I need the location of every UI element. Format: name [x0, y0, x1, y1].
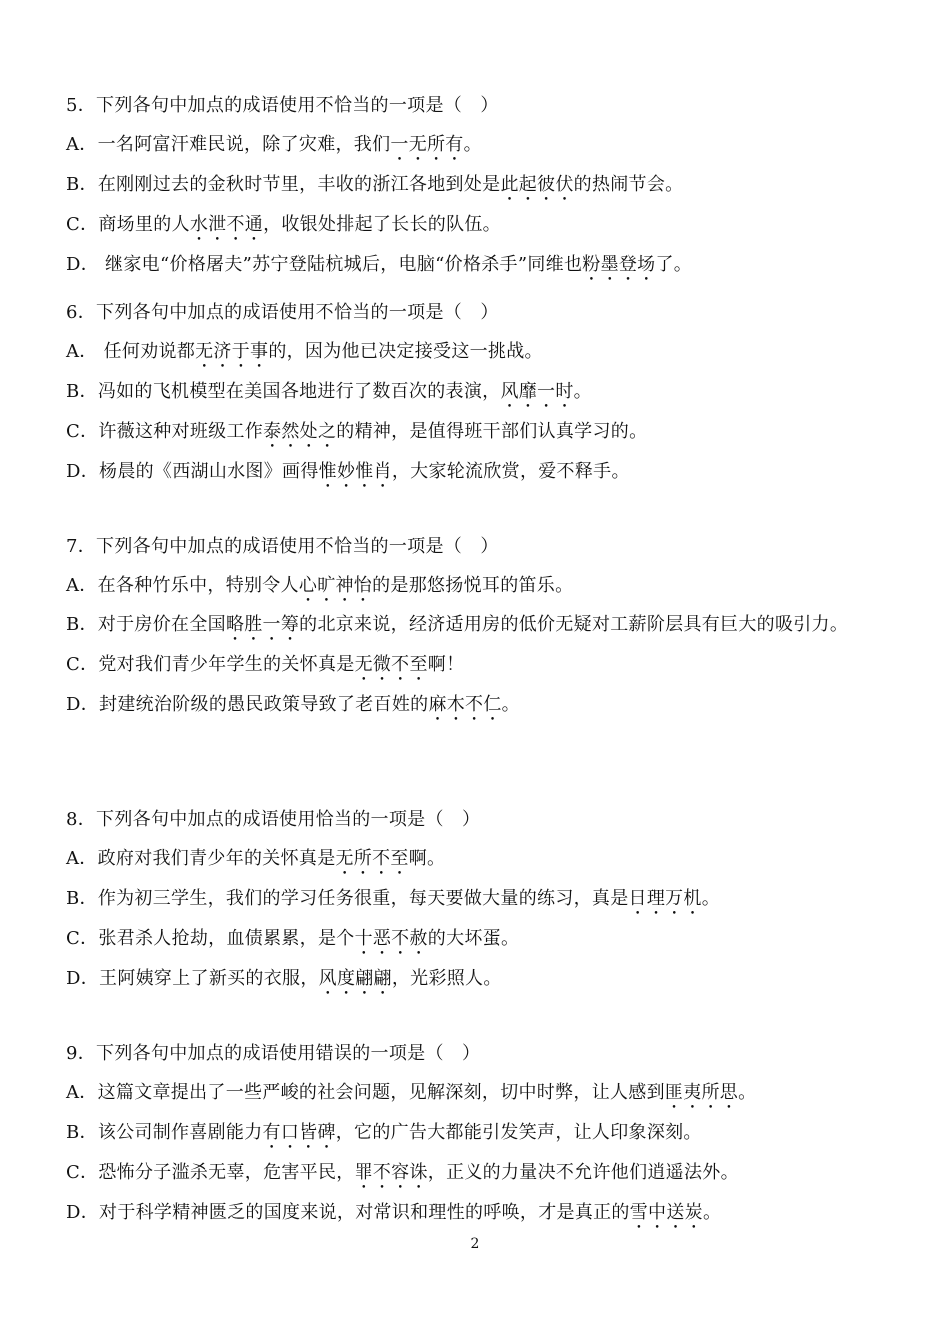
emphasized-idiom: 麻木不仁 — [428, 694, 502, 715]
option-b: B．在刚刚过去的金秋时节里，丰收的浙江各地到处是此起彼伏的热闹节会。 — [66, 174, 684, 195]
emphasized-idiom: 十恶不赦 — [354, 928, 428, 949]
question-5 — [66, 86, 896, 285]
emphasized-idiom: 罪不容诛 — [354, 1162, 428, 1183]
question-stem: 7．下列各句中加点的成语使用不恰当的一项是（ ） — [66, 536, 499, 557]
emphasized-idiom: 日理万机 — [628, 888, 702, 909]
question-9 — [66, 1034, 896, 1233]
option-a: A．在各种竹乐中，特别令人心旷神怡的是那悠扬悦耳的笛乐。 — [66, 575, 574, 596]
option-c: C．恐怖分子滥杀无辜，危害平民，罪不容诛，正义的力量决不允许他们逍遥法外。 — [66, 1162, 739, 1183]
emphasized-idiom: 略胜一筹 — [225, 614, 300, 635]
emphasized-idiom: 泰然处之 — [263, 421, 337, 442]
option-c: C．许薇这种对班级工作泰然处之的精神，是值得班干部们认真学习的。 — [66, 421, 648, 442]
question-stem: 9．下列各句中加点的成语使用错误的一项是（ ） — [66, 1043, 481, 1064]
emphasized-idiom: 有口皆碑 — [262, 1122, 336, 1143]
option-a: A．这篇文章提出了一些严峻的社会问题，见解深刻，切中时弊，让人感到匪夷所思。 — [66, 1082, 757, 1103]
page-number: 2 — [470, 1236, 480, 1252]
emphasized-idiom: 匪夷所思 — [664, 1082, 739, 1103]
option-b: B．对于房价在全国略胜一筹的北京来说，经济适用房的低价无疑对工薪阶层具有巨大的吸引力。 — [66, 614, 849, 635]
option-d: D．对于科学精神匮乏的国度来说，对常识和理性的呼唤，才是真正的雪中送炭。 — [66, 1202, 722, 1223]
emphasized-idiom: 雪中送炭 — [629, 1202, 703, 1223]
emphasized-idiom: 心旷神怡 — [298, 575, 373, 596]
option-d: D．杨晨的《西湖山水图》画得惟妙惟肖，大家轮流欣赏，爱不释手。 — [66, 461, 630, 482]
option-a: A． 任何劝说都无济于事的，因为他已决定接受这一挑战。 — [66, 341, 543, 362]
option-d: D． 继家电“价格屠夫”苏宁登陆杭城后，电脑“价格杀手”同维也粉墨登场了。 — [66, 254, 693, 275]
emphasized-idiom: 无微不至 — [354, 654, 428, 675]
emphasized-idiom: 惟妙惟肖 — [318, 461, 392, 482]
option-a: A．政府对我们青少年的关怀真是无所不至啊。 — [66, 848, 446, 869]
emphasized-idiom: 风靡一时 — [500, 381, 574, 402]
emphasized-idiom: 无所不至 — [335, 848, 409, 869]
option-b: B．作为初三学生，我们的学习任务很重，每天要做大量的练习，真是日理万机。 — [66, 888, 721, 909]
question-7 — [66, 527, 896, 725]
option-d: D．封建统治阶级的愚民政策导致了老百姓的麻木不仁。 — [66, 694, 520, 715]
question-stem: 6．下列各句中加点的成语使用不恰当的一项是（ ） — [66, 302, 499, 323]
question-8 — [66, 800, 896, 999]
option-c: C．党对我们青少年学生的关怀真是无微不至啊！ — [66, 654, 465, 675]
question-stem: 5．下列各句中加点的成语使用不恰当的一项是（ ） — [66, 95, 499, 116]
emphasized-idiom: 此起彼伏 — [500, 174, 574, 195]
option-b: B．冯如的飞机模型在美国各地进行了数百次的表演，风靡一时。 — [66, 381, 592, 402]
option-c: C．张君杀人抢劫，血债累累，是个十恶不赦的大坏蛋。 — [66, 928, 520, 949]
emphasized-idiom: 风度翩翩 — [318, 968, 392, 989]
emphasized-idiom: 粉墨登场 — [582, 254, 656, 275]
emphasized-idiom: 无济于事 — [195, 341, 269, 362]
emphasized-idiom: 水泄不通 — [189, 214, 264, 235]
question-6 — [66, 293, 896, 492]
option-c: C．商场里的人水泄不通，收银处排起了长长的队伍。 — [66, 214, 501, 235]
question-stem: 8．下列各句中加点的成语使用恰当的一项是（ ） — [66, 809, 481, 830]
option-d: D．王阿姨穿上了新买的衣服，风度翩翩，光彩照人。 — [66, 968, 502, 989]
option-b: B．该公司制作喜剧能力有口皆碑，它的广告大都能引发笑声，让人印象深刻。 — [66, 1122, 702, 1143]
emphasized-idiom: 一无所有 — [390, 134, 464, 155]
option-a: A．一名阿富汗难民说，除了灾难，我们一无所有。 — [66, 134, 482, 155]
